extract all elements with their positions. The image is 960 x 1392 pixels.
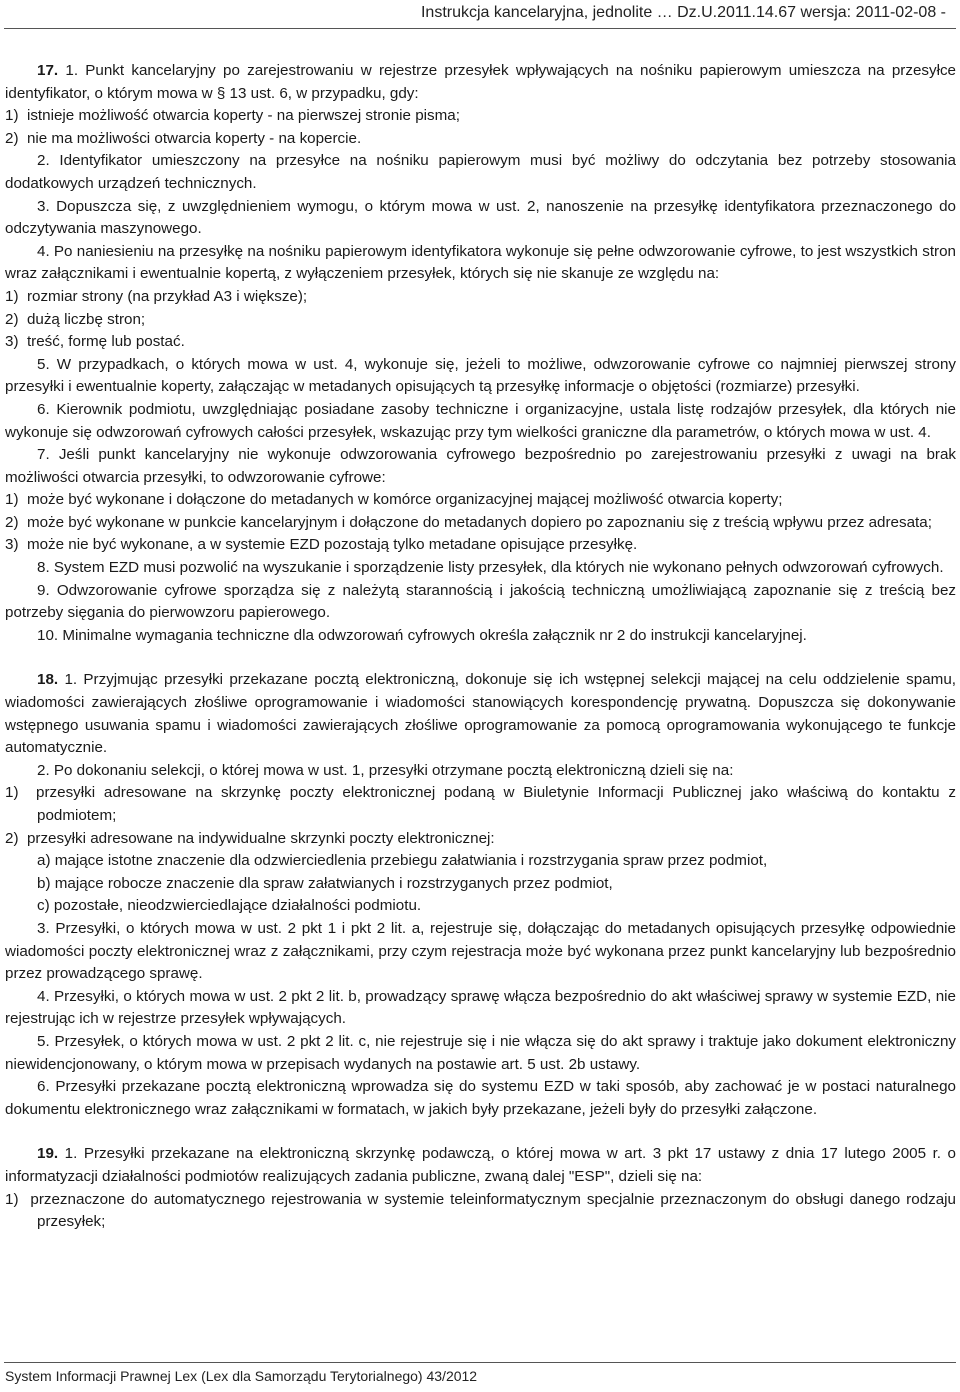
para-17-ust-6: 6. Kierownik podmiotu, uwzględniając posiadane zasoby techniczne i organizacyjne, ustala listę rodzajów przesyłek, dla których nie wykonuje się odwzorowań cyfrowych całości przesyłek, wskazując przy tym wielkości graniczne dla parametrów, o których mowa w ust. 4. (5, 400, 956, 441)
list-item: 1) przeznaczone do automatycznego rejestrowania w systemie teleinformatycznym specjalnie przeznaczonym do obsługi danego rodzaju przesyłek; (5, 1190, 956, 1231)
para-17-ust-8: 8. System EZD musi pozwolić na wyszukanie i sporządzenie listy przesyłek, dla których nie wykonano pełnych odwzorowań cyfrowych. (37, 559, 944, 577)
list-item: 2) nie ma możliwości otwarcia koperty - na kopercie. (5, 129, 362, 147)
sub-item: c) pozostałe, nieodzwierciedlające działalności podmiotu. (37, 897, 422, 915)
sub-item: b) mające robocze znaczenie dla spraw załatwianych i rozstrzyganych przez podmiot, (37, 874, 613, 892)
paragraph-number: 18. (37, 671, 59, 689)
section-gap (5, 647, 956, 669)
header-rule (4, 28, 956, 29)
para-17-ust-7: 7. Jeśli punkt kancelaryjny nie wykonuje odwzorowania cyfrowego bezpośrednio po zarejestrowaniu przesyłki z uwagi na brak możliwości otwarcia przesyłki, to odwzorowanie cyfrowe: (5, 446, 956, 486)
paragraph-18 (5, 669, 956, 1121)
list-item: 1) przesyłki adresowane na skrzynkę poczty elektronicznej podaną w Biuletynie Informacji Publicznej jako właściwą do kontaktu z podmiotem; (5, 784, 956, 824)
para-17-ust-2: 2. Identyfikator umieszczony na przesyłce na nośniku papierowym musi być możliwy do odczytania bez potrzeby stosowania dodatkowych urządzeń technicznych. (5, 152, 956, 192)
paragraph-number: 19. (37, 1145, 59, 1163)
para-18-ust-1: 18. 1. Przyjmując przesyłki przekazane pocztą elektroniczną, dokonuje się ich wstępnej selekcji mającej na celu oddzielenie spamu, wiadomości zawierających złośliwe oprogramowanie i wiadomości stanowiących korespondencję prywatną. Dopuszcza się dokonywanie wstępnego usuwania spamu i wiadomości zawierających złośliwe oprogramowanie za pomocą oprogramowania wykonującego te funkcje automatycznie. (5, 671, 956, 757)
para-17-ust-4: 4. Po naniesieniu na przesyłkę na nośniku papierowym identyfikatora wykonuje się pełne odwzorowanie cyfrowe, to jest wszystkich stron wraz załącznikami i ewentualnie kopertą, z wyłączeniem przesyłek, których się nie skanuje ze względu na: (5, 242, 956, 283)
document-header: Instrukcja kancelaryjna, jednolite … Dz.U.2011.14.67 wersja: 2011-02-08 - (420, 4, 946, 21)
paragraph-19 (5, 1143, 956, 1233)
section-gap (5, 1121, 956, 1143)
para-17-ust-1: 17. 1. Punkt kancelaryjny po zarejestrowaniu w rejestrze przesyłek wpływających na nośniku papierowym umieszcza na przesyłce identyfikator, o którym mowa w § 13 ust. 6, w przypadku, gdy: (5, 62, 956, 102)
para-18-ust-6: 6. Przesyłki przekazane pocztą elektroniczną wprowadza się do systemu EZD w taki sposób, aby zachować je w postaci naturalnego dokumentu elektronicznego wraz załącznikami w formatach, w jakich były przekazane, jeżeli były do przesyłki załączone. (5, 1078, 956, 1118)
document-body (5, 60, 956, 1234)
para-17-ust-10: 10. Minimalne wymagania techniczne dla odwzorowań cyfrowych określa załącznik nr 2 do instrukcji kancelaryjnej. (37, 626, 807, 644)
sub-item: a) mające istotne znaczenie dla odzwierciedlenia przebiegu załatwiania i rozstrzygania spraw przez podmiot, (37, 852, 768, 870)
list-item: 1) rozmiar strony (na przykład A3 i większe); (5, 287, 308, 305)
para-17-ust-5: 5. W przypadkach, o których mowa w ust. 4, wykonuje się, jeżeli to możliwe, odwzorowanie cyfrowe co najmniej pierwszej strony przesyłki i ewentualnie koperty, załączając w metadanych opisujących tą przesyłkę informacje o objętości (rozmiarze) przesyłki. (5, 355, 956, 396)
para-19-ust-1: 19. 1. Przesyłki przekazane na elektroniczną skrzynkę podawczą, o której mowa w art. 3 pkt 17 ustawy z dnia 17 lutego 2005 r. o informatyzacji działalności podmiotów realizujących zadania publiczne, zwaną dalej "ESP", dzieli się na: (5, 1145, 956, 1185)
list-item: 1) może być wykonane i dołączone do metadanych w komórce organizacyjnej mającej możliwość otwarcia koperty; (5, 491, 783, 509)
para-17-ust-9: 9. Odwzorowanie cyfrowe sporządza się z należytą starannością i jakością techniczną umożliwiającą zapoznanie się z treścią bez potrzeby sięgania do pierwowzoru papierowego. (5, 581, 956, 622)
list-item: 2) dużą liczbę stron; (5, 310, 146, 328)
para-18-ust-3: 3. Przesyłki, o których mowa w ust. 2 pkt 1 i pkt 2 lit. a, rejestruje się, dołączając do metadanych opisujących przesyłkę odpowiednie wiadomości poczty elektronicznej wraz z załącznikami, przy czym rejestracja może być wykonana przez punkt kancelaryjny lub bezpośrednio przez prowadzącego sprawę. (5, 919, 956, 983)
footer-rule (4, 1362, 956, 1363)
para-17-ust-3: 3. Dopuszcza się, z uwzględnieniem wymogu, o którym mowa w ust. 2, nanoszenie na przesyłkę identyfikatora przeznaczonego do odczytywania maszynowego. (5, 197, 956, 238)
list-item: 3) treść, formę lub postać. (5, 333, 185, 351)
document-footer: System Informacji Prawnej Lex (Lex dla Samorządu Terytorialnego) 43/2012 (5, 1368, 478, 1384)
para-18-ust-4: 4. Przesyłki, o których mowa w ust. 2 pkt 2 lit. b, prowadzący sprawę włącza bezpośrednio do akt właściwej sprawy w systemie EZD, nie rejestrując ich w rejestrze przesyłek wpływających. (5, 987, 956, 1028)
list-item: 1) istnieje możliwość otwarcia koperty - na pierwszej stronie pisma; (5, 107, 460, 125)
paragraph-number: 17. (37, 62, 59, 79)
list-item: 3) może nie być wykonane, a w systemie EZD pozostają tylko metadane opisujące przesyłkę. (5, 536, 638, 554)
paragraph-17 (5, 60, 956, 647)
list-item: 2) może być wykonane w punkcie kancelaryjnym i dołączone do metadanych dopiero po zapoznaniu się z treścią wpływu przez adresata; (5, 513, 932, 531)
para-18-ust-2: 2. Po dokonaniu selekcji, o której mowa w ust. 1, przesyłki otrzymane pocztą elektroniczną dzieli się na: (37, 761, 734, 779)
list-item: 2) przesyłki adresowane na indywidualne skrzynki poczty elektronicznej: (5, 829, 495, 847)
para-18-ust-5: 5. Przesyłek, o których mowa w ust. 2 pkt 2 lit. c, nie rejestruje się i nie włącza się do akt sprawy i traktuje jako dokument elektroniczny niewidencjonowany, o którym mowa w przepisach wydanych na postawie art. 5 ust. 2b ustawy. (5, 1032, 956, 1073)
